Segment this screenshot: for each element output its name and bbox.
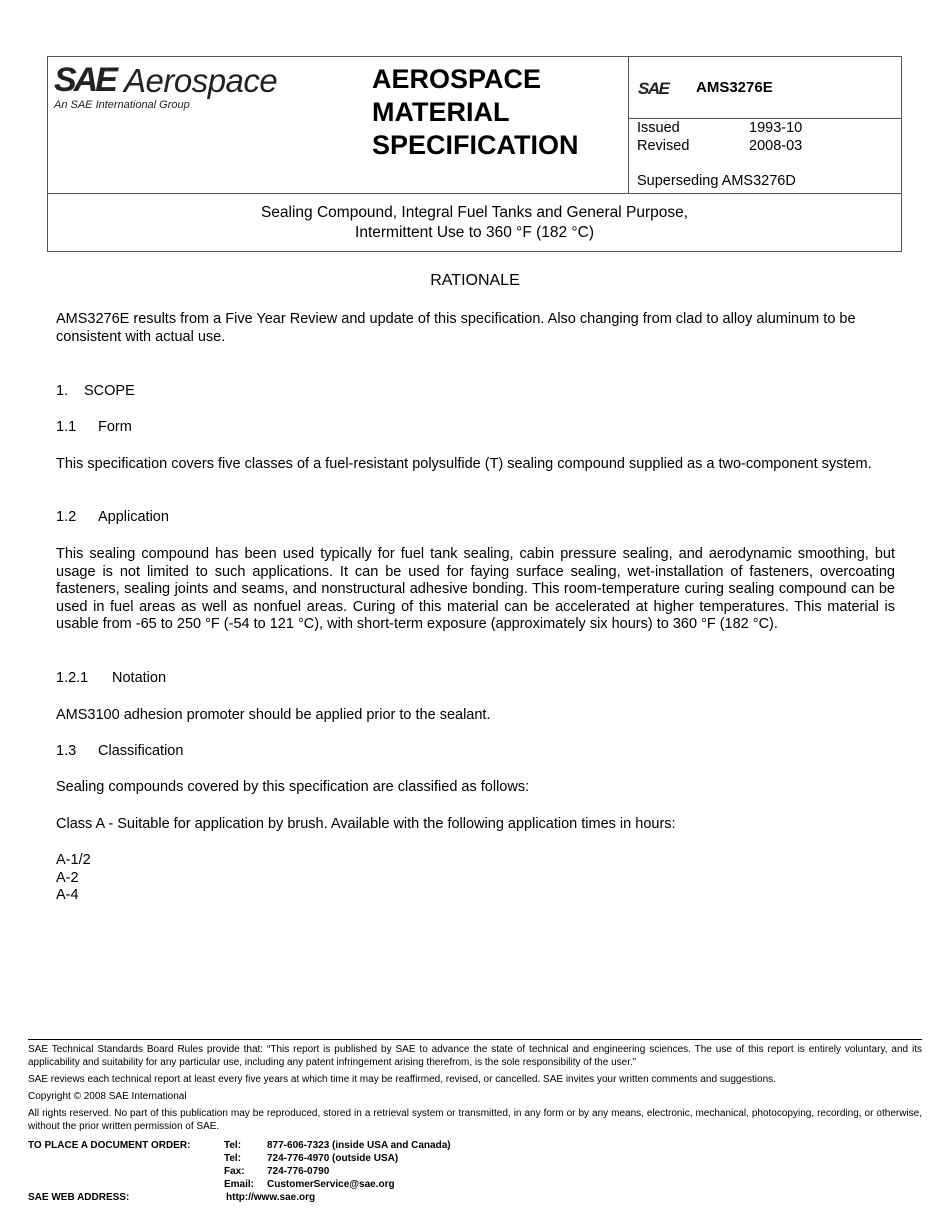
title-line-2: Intermittent Use to 360 °F (182 °C) [355,224,594,241]
section-1-2-text: This sealing compound has been used typically for fuel tank sealing, cabin pressure sealing, and aerodynamic smoothing, but usage is not limited to such applications. It can be used for faying surface sealing, wet-installation of fasteners, overcoating fasteners, sealing joints and seams, and nonstructural adhesive bonding. This room-temperature curing sealing compound can be used in fuel areas as well as nonfuel areas. Curing of this material can be accelerated at higher temperatures. This material is usable from -65 to 250 °F (-54 to 121 °C), with short-term exposure (approximately six hours) to 360 °F (182 °C). [56,546,895,632]
section-number: 1. [56,383,69,399]
contact-row [224,1152,451,1165]
logo-name: Aerospace [124,62,278,99]
contact-label: Tel: [224,1153,242,1164]
rationale-text: AMS3276E results from a Five Year Review and update of this specification. Also changing from clad to alloy aluminum to be consistent with actual use. [56,311,856,345]
issued-label: Issued [637,120,680,136]
contact-label: Tel: [224,1140,242,1151]
header-divider-vertical [628,57,629,194]
class-a-list [56,852,895,905]
section-number: 1.2 [56,509,77,525]
web-address-link[interactable]: http://www.sae.org [226,1192,316,1203]
rationale-heading: RATIONALE [430,272,520,289]
section-1-1-text: This specification covers five classes of a fuel-resistant polysulfide (T) sealing compound supplied as a two-component system. [56,456,872,472]
doc-type-line-3: SPECIFICATION [372,130,579,160]
section-number: 1.2.1 [56,670,89,686]
doc-type-line-1: AEROSPACE [372,64,542,94]
section-title: Application [98,509,169,525]
document-title [48,203,901,243]
sae-aerospace-logo [54,61,304,113]
contact-row [224,1165,451,1178]
header-top-row [48,57,901,194]
contact-list [224,1139,451,1191]
section-title: SCOPE [84,383,135,399]
contact-row [224,1178,451,1191]
contact-label: Fax: [224,1166,245,1177]
document-header [47,56,902,252]
issued-value: 1993-10 [749,120,803,136]
document-type-title [372,63,579,162]
revised-value: 2008-03 [749,138,803,154]
section-title: Classification [98,743,184,759]
contact-value: 724-776-4970 (outside USA) [267,1153,399,1164]
section-1-3-heading [56,743,895,761]
section-1-2-1-text: AMS3100 adhesion promoter should be applied prior to the sealant. [56,707,491,723]
contact-value: 724-776-0790 [267,1166,330,1177]
section-1-heading [56,383,895,401]
class-a-text: Class A - Suitable for application by brush. Available with the following application times in hours: [56,816,676,832]
section-1-1-heading [56,419,895,437]
web-address-label: SAE WEB ADDRESS: [28,1192,130,1203]
contact-value: 877-606-7323 (inside USA and Canada) [267,1140,451,1151]
section-title: Form [98,419,132,435]
copyright-note: Copyright © 2008 SAE International [28,1091,187,1102]
title-line-1: Sealing Compound, Integral Fuel Tanks and General Purpose, [260,204,689,221]
spec-number: AMS3276E [696,79,773,96]
revised-label: Revised [637,138,690,154]
doc-type-line-2: MATERIAL [372,97,510,127]
section-title: Notation [112,670,167,686]
review-note: SAE reviews each technical report at least every five years at which time it may be reaffirmed, revised, or cancelled. SAE invites your written comments and suggestions. [28,1074,776,1085]
contact-label: Email: [224,1179,255,1190]
section-1-3-text: Sealing compounds covered by this specification are classified as follows: [56,779,530,795]
board-rules-note: SAE Technical Standards Board Rules provide that: “This report is published by SAE to advance the state of technical and engineering sciences. The use of this report is entirely voluntary, and its applicability and suitability for any particular use, including any patent infringement arising therefrom, is the sole responsibility of the user.” [28,1044,922,1068]
list-item: A-4 [56,887,79,903]
contact-row [224,1139,451,1152]
section-number: 1.3 [56,743,77,759]
logo-brand: SAE [54,61,115,99]
logo-tagline: An SAE International Group [54,99,190,111]
section-1-2-heading [56,509,895,527]
superseding-note: Superseding AMS3276D [637,173,796,189]
section-number: 1.1 [56,419,77,435]
section-1-2-1-heading [56,670,895,688]
footer-divider [28,1039,922,1040]
issue-dates [637,119,802,155]
sae-small-logo: SAE [638,79,669,98]
list-item: A-1/2 [56,852,91,868]
contact-value[interactable]: CustomerService@sae.org [267,1179,395,1190]
rights-note: All rights reserved. No part of this publication may be reproduced, stored in a retrieval system or transmitted, in any form or by any means, electronic, mechanical, photocopying, recording, or otherwise, without the prior written permission of SAE. [28,1108,922,1132]
order-label: TO PLACE A DOCUMENT ORDER: [28,1140,191,1151]
list-item: A-2 [56,869,79,886]
